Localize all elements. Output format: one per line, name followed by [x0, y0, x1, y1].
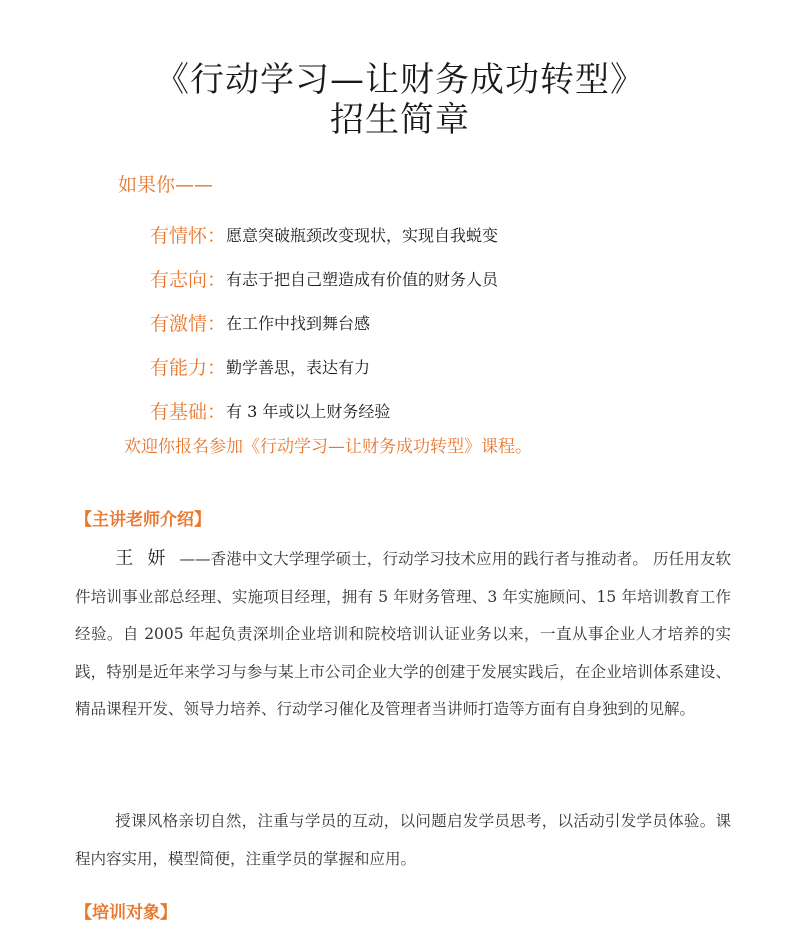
- qualification-item: [150, 300, 498, 344]
- welcome-text: 欢迎你报名参加《行动学习—让财务成功转型》课程。: [124, 437, 532, 457]
- qualification-label: 有志向：: [150, 268, 227, 291]
- teaching-style-paragraph: 授课风格亲切自然，注重与学员的互动，以问题启发学员思考，以活动引发学员体验。课程内容实用，模型简便，注重学员的掌握和应用。: [75, 812, 731, 868]
- qualification-text: 勤学善思，表达有力: [226, 357, 371, 377]
- teacher-section-heading: 【主讲老师介绍】: [75, 510, 211, 530]
- qualification-label: 有基础：: [150, 400, 227, 423]
- qualification-item: [150, 388, 498, 432]
- target-section-heading: 【培训对象】: [75, 903, 177, 923]
- qualification-item: [150, 344, 498, 388]
- qualification-text: 有志于把自己塑造成有价值的财务人员: [226, 269, 499, 289]
- teacher-bio-paragraph: [75, 540, 731, 729]
- intro-text: 如果你——: [118, 174, 214, 196]
- qualification-item: [150, 256, 498, 300]
- teacher-name: 王妍: [115, 548, 180, 569]
- qualification-label: 有情怀：: [150, 224, 227, 247]
- teacher-bio-text: ——香港中文大学理学硕士，行动学习技术应用的践行者与推动者。 历任用友软件培训事业部总经理、实施项目经理，拥有 5 年财务管理、3 年实施顾问、15 年培训教育工作经验。自 2005 年起负责深圳企业培训和院校培训认证业务以来，一直从事企业人才培养的实践，特别是近年来学习与参与某上市公司企业大学的创建于发展实践后，在企业培训体系建设、精品课程开发、领导力培养、行动学习催化及管理者当讲师打造等方面有自身独到的见解。: [75, 550, 732, 718]
- qualification-item: [150, 212, 498, 256]
- qualification-label: 有激情：: [150, 312, 227, 335]
- document-title: 《行动学习—让财务成功转型》: [155, 60, 645, 100]
- qualification-list: [150, 212, 498, 432]
- qualification-text: 在工作中找到舞台感: [226, 313, 371, 333]
- qualification-text: 愿意突破瓶颈改变现状，实现自我蜕变: [226, 225, 499, 245]
- qualification-text: 有 3 年或以上财务经验: [226, 401, 391, 421]
- qualification-label: 有能力：: [150, 356, 227, 379]
- document-subtitle: 招生简章: [330, 100, 470, 140]
